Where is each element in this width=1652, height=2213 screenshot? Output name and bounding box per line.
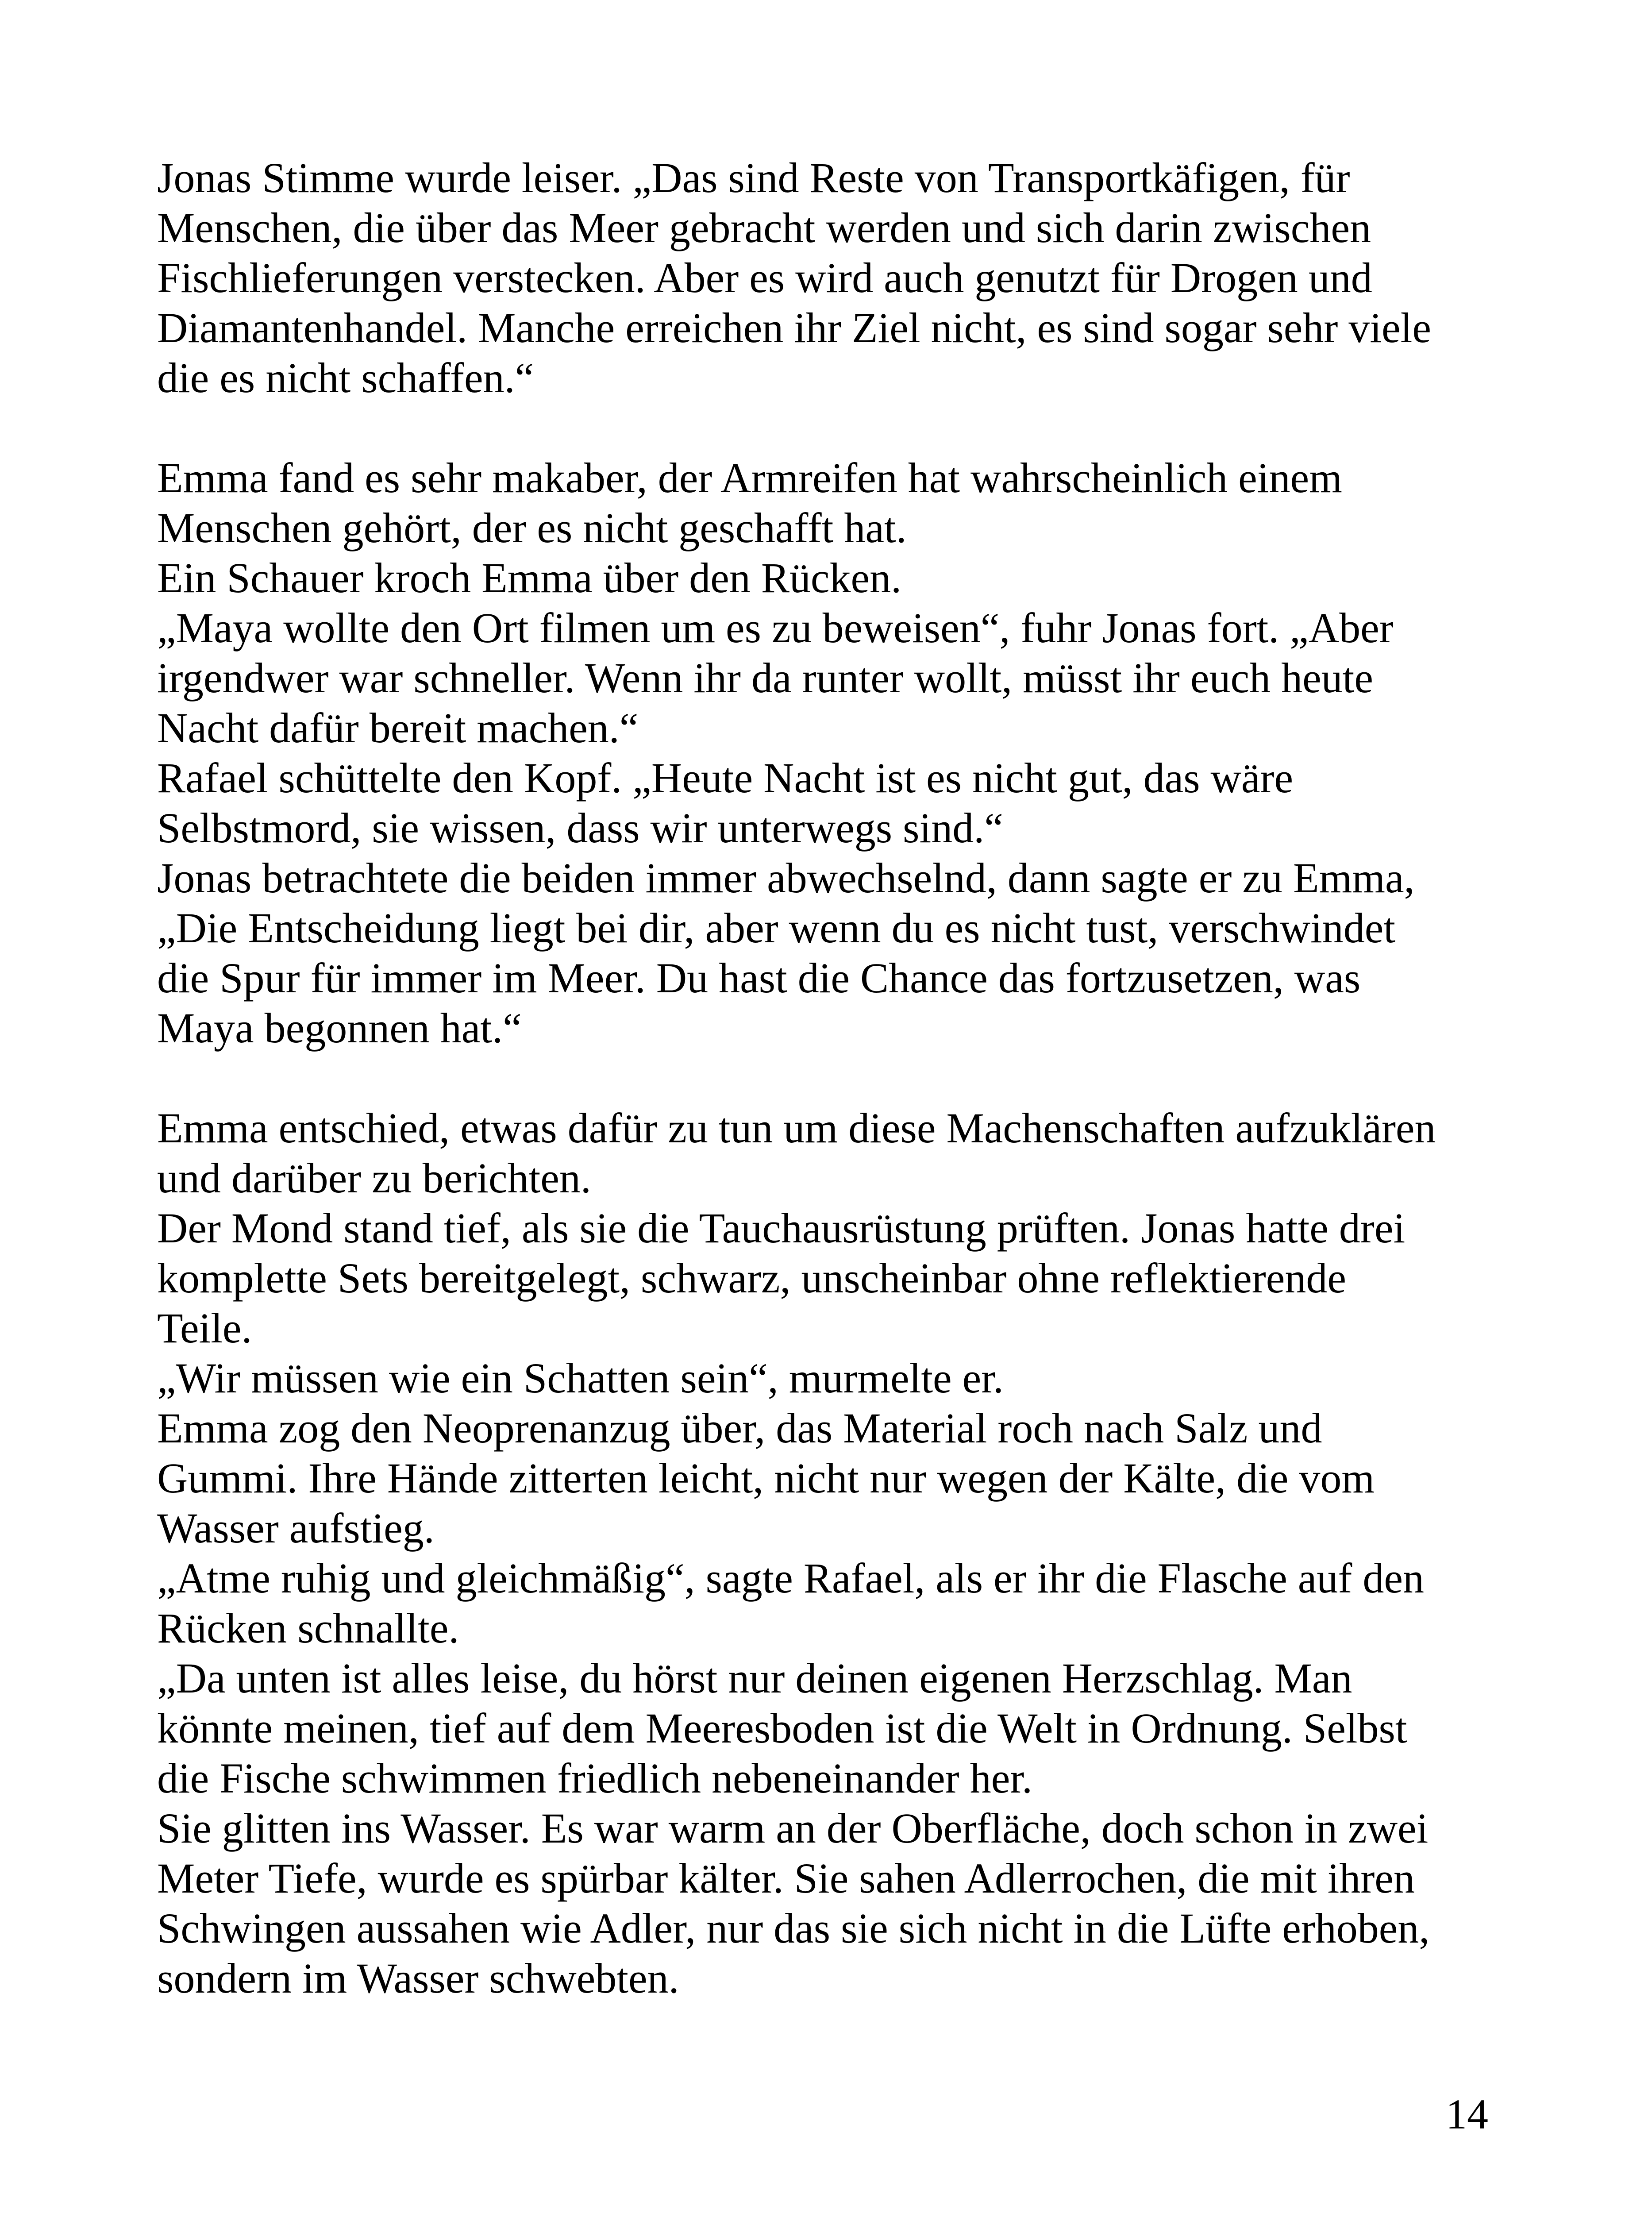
paragraph-1	[157, 153, 1507, 403]
text-line: Sie glitten ins Wasser. Es war warm an der Oberfläche, doch schon in zwei	[157, 1804, 1429, 1852]
text-line: irgendwer war schneller. Wenn ihr da runter wollt, müsst ihr euch heute	[157, 654, 1373, 702]
text-line: die Spur für immer im Meer. Du hast die Chance das fortzusetzen, was	[157, 954, 1361, 1002]
text-line: Rafael schüttelte den Kopf. „Heute Nacht ist es nicht gut, das wäre	[157, 754, 1294, 802]
text-line: Menschen, die über das Meer gebracht werden und sich darin zwischen	[157, 204, 1371, 251]
text-line: Teile.	[157, 1304, 252, 1352]
paragraph-3	[157, 1103, 1507, 2003]
paragraph-gap	[157, 403, 1507, 453]
text-line: komplette Sets bereitgelegt, schwarz, unscheinbar ohne reflektierende	[157, 1254, 1346, 1302]
text-line: und darüber zu berichten.	[157, 1154, 591, 1202]
body-text	[157, 153, 1507, 2003]
text-line: sondern im Wasser schwebten.	[157, 1955, 679, 2002]
text-line: die Fische schwimmen friedlich nebeneinander her.	[157, 1754, 1032, 1802]
paragraph-2	[157, 453, 1507, 1053]
text-line: Emma zog den Neoprenanzug über, das Material roch nach Salz und	[157, 1404, 1322, 1452]
text-line: Nacht dafür bereit machen.“	[157, 704, 639, 752]
paragraph-gap	[157, 1053, 1507, 1103]
text-line: könnte meinen, tief auf dem Meeresboden ist die Welt in Ordnung. Selbst	[157, 1704, 1407, 1752]
text-line: Schwingen aussahen wie Adler, nur das sie sich nicht in die Lüfte erhoben,	[157, 1905, 1430, 1952]
text-line: Jonas Stimme wurde leiser. „Das sind Reste von Transportkäfigen, für	[157, 154, 1350, 201]
text-line: „Da unten ist alles leise, du hörst nur deinen eigenen Herzschlag. Man	[157, 1654, 1352, 1702]
text-line: Emma fand es sehr makaber, der Armreifen hat wahrscheinlich einem	[157, 454, 1342, 501]
text-line: Emma entschied, etwas dafür zu tun um diese Machenschaften aufzuklären	[157, 1104, 1436, 1152]
text-line: Fischlieferungen verstecken. Aber es wird auch genutzt für Drogen und	[157, 254, 1372, 301]
text-line: „Wir müssen wie ein Schatten sein“, murmelte er.	[157, 1354, 1004, 1402]
text-line: Jonas betrachtete die beiden immer abwechselnd, dann sagte er zu Emma,	[157, 854, 1415, 902]
text-line: Ein Schauer kroch Emma über den Rücken.	[157, 554, 902, 601]
text-line: Maya begonnen hat.“	[157, 1004, 522, 1052]
text-line: Gummi. Ihre Hände zitterten leicht, nicht nur wegen der Kälte, die vom	[157, 1454, 1375, 1502]
text-line: die es nicht schaffen.“	[157, 354, 534, 401]
text-line: Meter Tiefe, wurde es spürbar kälter. Sie sahen Adlerrochen, die mit ihren	[157, 1854, 1415, 1902]
text-line: Selbstmord, sie wissen, dass wir unterwegs sind.“	[157, 804, 1003, 852]
text-line: Diamantenhandel. Manche erreichen ihr Ziel nicht, es sind sogar sehr viele	[157, 304, 1431, 351]
text-line: Der Mond stand tief, als sie die Tauchausrüstung prüften. Jonas hatte drei	[157, 1204, 1406, 1252]
text-line: „Die Entscheidung liegt bei dir, aber wenn du es nicht tust, verschwindet	[157, 904, 1396, 952]
text-line: Wasser aufstieg.	[157, 1504, 435, 1552]
page-number: 14	[1446, 2090, 1488, 2138]
text-line: Menschen gehört, der es nicht geschafft hat.	[157, 504, 907, 551]
text-line: „Maya wollte den Ort filmen um es zu beweisen“, fuhr Jonas fort. „Aber	[157, 604, 1394, 652]
text-line: „Atme ruhig und gleichmäßig“, sagte Rafael, als er ihr die Flasche auf den	[157, 1554, 1424, 1602]
text-line: Rücken schnallte.	[157, 1604, 459, 1652]
